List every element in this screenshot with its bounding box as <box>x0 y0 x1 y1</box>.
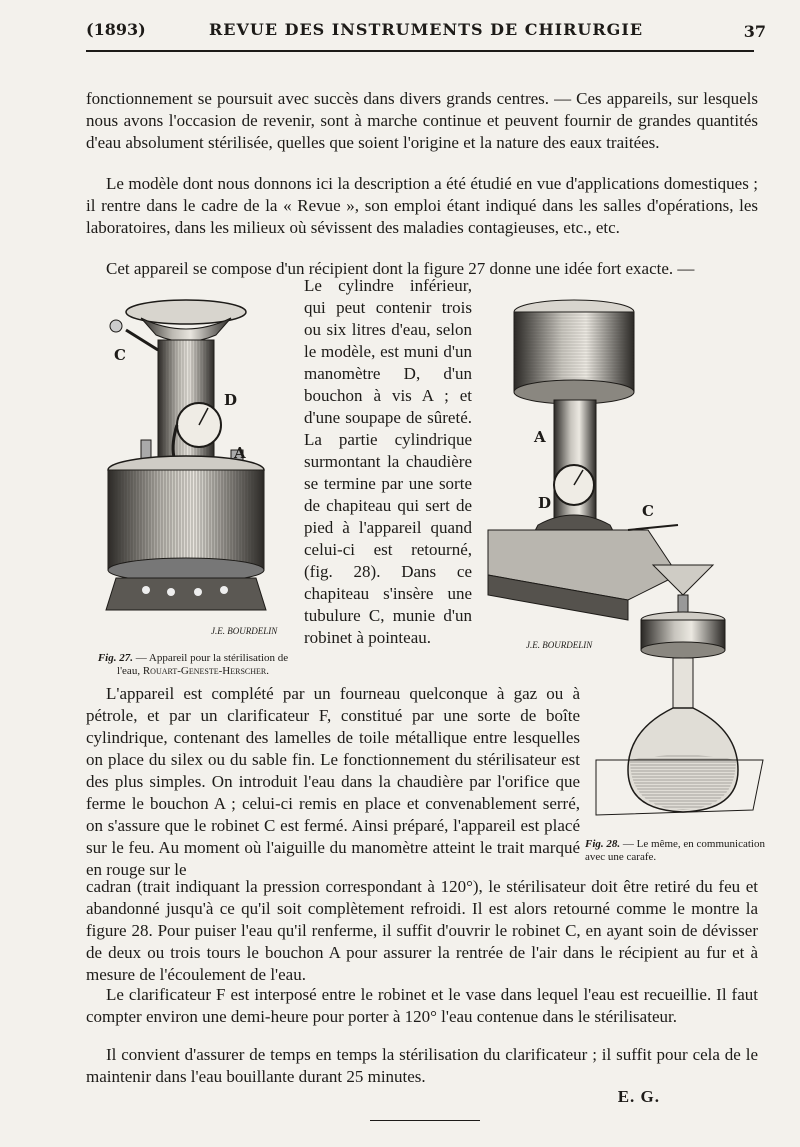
fig27-label-c: C <box>114 346 126 364</box>
fig27-caption-text: — Appareil pour la stérilisation de l'eau, <box>117 652 289 677</box>
fig28-engraver-signature: J.E. BOURDELIN <box>526 640 593 650</box>
paragraph-5: Le clarificateur F est interposé entre le robinet et le vase dans lequel l'eau est recueillie. Il faut compter environ une demi-heure pour porter à 120° l'eau contenue dans le stérilisateur. <box>86 985 758 1026</box>
header-year: (1893) <box>86 20 146 39</box>
fig28-label-a: A <box>534 428 546 446</box>
fig27-caption-names: Rouart-Geneste-Herscher. <box>142 665 269 677</box>
figure-27 <box>86 290 300 650</box>
fig27-engraver-signature: J.E. BOURDELIN <box>211 626 278 636</box>
fig27-label-a: A <box>234 444 246 462</box>
paragraph-4-end: cadran (trait indiquant la pression correspondant à 120°), le stérilisateur doit être retiré du feu et abandonné jusqu'à ce qu'il soit complètement refroidi. Il est alors retourné comme le montre la figure 28. Pour puiser l'eau qu'il renferme, il suffit d'ouvrir le robinet C, en ayant soin de dévisser de deux ou trois tours le bouchon A pour assurer la rentrée de l'air dans le récipient au fur et à mesure de l'écoulement de l'eau. <box>86 877 758 984</box>
paragraph-4: L'appareil est complété par un fourneau quelconque à gaz ou à pétrole, et par un clarificateur F, constitué par une sorte de boîte cylindrique, contenant des lamelles de toile métallique entre lesquelles on place du silex ou du sable fin. Le fonctionnement du stérilisateur est des plus simples. On introduit l'eau dans la chaudière par l'orifice que ferme le bouchon A ; celui-ci remis en place et convenablement serré, on s'assure que le robinet C est fermé. Ainsi préparé, l'appareil est placé sur le feu. Au moment où l'aiguille du manomètre atteint le trait marqué en rouge sur le <box>86 684 580 879</box>
fig27-label-d: D <box>224 391 238 409</box>
fig28-caption-text: — Le même, en communication avec une carafe. <box>585 838 765 863</box>
running-header <box>86 18 766 44</box>
paragraph-2: Le modèle dont nous donnons ici la description a été étudié en vue d'applications domestiques ; il rentre dans le cadre de la « Revue », son emploi étant indiqué dans les salles d'opérations, les laboratoires, dans les milieux où sévissent des maladies contagieuses, etc., etc. <box>86 174 758 237</box>
fig28-label-c: C <box>642 502 654 520</box>
fig27-caption-ref: Fig. 27. <box>97 652 133 664</box>
header-title: REVUE DES INSTRUMENTS DE CHIRURGIE <box>208 20 644 39</box>
figure-28-caption <box>585 838 765 864</box>
bottom-rule <box>370 1120 480 1121</box>
fig28-label-d: D <box>538 494 552 512</box>
figure-27-caption <box>86 652 300 678</box>
paragraph-3-start: Cet appareil se compose d'un récipient dont la figure 27 donne une idée fort exacte. — <box>106 259 695 278</box>
header-rule <box>86 50 754 52</box>
figure-27-engraving <box>86 290 300 640</box>
paragraph-3-column: Le cylindre inférieur, qui peut contenir trois ou six litres d'eau, selon le modèle, est muni d'un manomètre D, d'un bouchon à vis A ; et d'une soupape de sûreté. La partie cylindrique surmontant la chaudière se termine par une sorte de chapiteau qui sert de pied à l'appareil quand celui-ci est retourné, (fig. 28). Dans ce chapiteau s'insère une tubulure C, munie d'un robinet à pointeau. <box>304 276 472 647</box>
page-number: 37 <box>743 22 766 41</box>
fig28-caption-ref: Fig. 28. <box>585 838 621 850</box>
signature: E. G. <box>617 1087 660 1106</box>
paragraph-6: Il convient d'assurer de temps en temps la stérilisation du clarificateur ; il suffit pour cela de le maintenir dans l'eau bouillante durant 25 minutes. <box>86 1045 758 1086</box>
paragraph-1: fonctionnement se poursuit avec succès dans divers grands centres. — Ces appareils, sur lesquels nous avons l'occasion de revenir, sont à marche continue et peuvent fournir de grandes quantités d'eau absolument stérilisée, quelles que soient l'origine et la nature des eaux traitées. <box>86 89 758 152</box>
